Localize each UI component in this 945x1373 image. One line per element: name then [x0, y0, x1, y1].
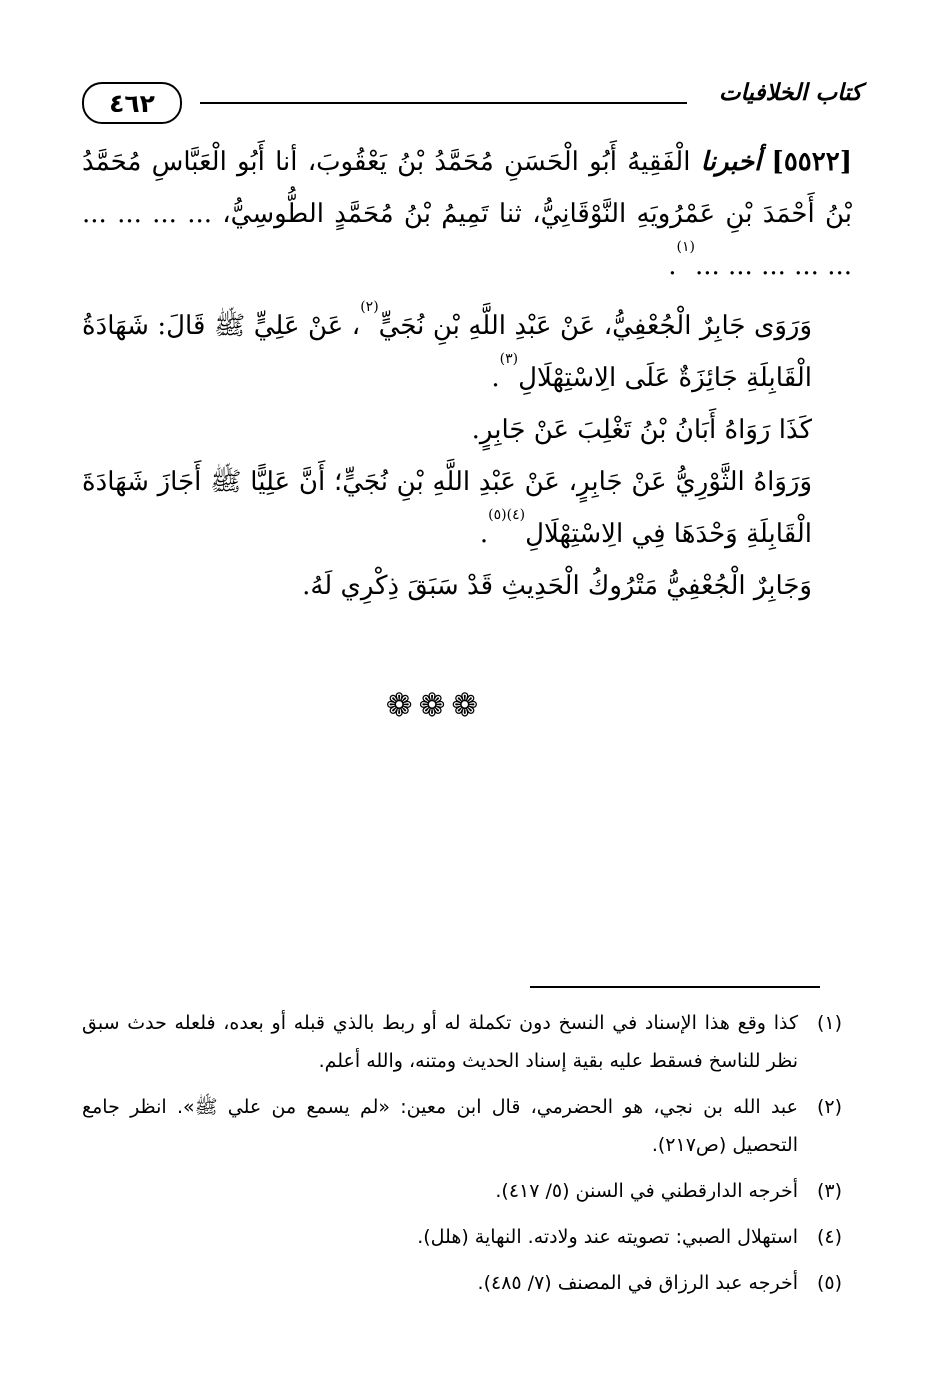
footnote-number: (٤) [816, 1226, 842, 1248]
paragraph-4-end: . [479, 519, 489, 549]
footnote-text: استهلال الصبي: تصويته عند ولادته. النهاية (هلل). [417, 1226, 798, 1248]
paragraph-2-text-a: وَرَوَى جَابِرٌ الْجُعْفِيُّ، عَنْ عَبْدِ اللَّهِ بْنِ نُجَيٍّ [378, 311, 812, 341]
footnote-number: (٢) [816, 1096, 842, 1118]
footnote-ref-2: (٢) [360, 299, 379, 315]
footnote-number: (٥) [816, 1272, 842, 1294]
footnote-separator [530, 986, 820, 988]
paragraph-2 [82, 300, 852, 404]
footnote-number: (١) [816, 1012, 842, 1034]
paragraph-1 [82, 136, 852, 292]
paragraph-1-text: الْفَقِيهُ أَبُو الْحَسَنِ مُحَمَّدُ بْنُ يَعْقُوبَ، أنا أَبُو الْعَبَّاسِ مُحَمَّدُ بْنُ أَحْمَدَ بْنِ عَمْرُويَهِ النَّوْقَانِيُّ، ثنا تَمِيمُ بْنُ مُحَمَّدٍ الطُّوسِيُّ، ... ... ... ... ... ... ... ... ... [82, 147, 852, 281]
section-ornaments: ❁❁❁ [385, 686, 485, 724]
footnote-2 [82, 1088, 842, 1164]
hadith-number: [٥٥٢٢] [771, 147, 853, 177]
paragraph-5: وَجَابِرٌ الْجُعْفِيُّ مَتْرُوكُ الْحَدِيثِ قَدْ سَبَقَ ذِكْرِي لَهُ. [302, 571, 812, 601]
paragraph-2-end: . [491, 363, 500, 393]
footnote-text: أخرجه الدارقطني في السنن (٥/ ٤١٧). [495, 1180, 798, 1202]
footnote-ref-4-5: (٤)(٥) [488, 507, 526, 523]
lead-word: أخبرنا [700, 147, 762, 177]
footnote-ref-1: (١) [676, 239, 695, 255]
footnote-1 [82, 1004, 842, 1080]
page-header [82, 80, 862, 126]
footnote-number: (٣) [816, 1180, 842, 1202]
footnote-text: أخرجه عبد الرزاق في المصنف (٧/ ٤٨٥). [477, 1272, 798, 1294]
paragraph-4-text: وَرَوَاهُ الثَّوْرِيُّ عَنْ جَابِرٍ، عَنْ عَبْدِ اللَّهِ بْنِ نُجَيٍّ؛ أَنَّ عَلِيًّا ﷺ أَجَازَ شَهَادَةَ الْقَابِلَةِ وَحْدَهَا فِي الِاسْتِهْلَالِ [82, 467, 812, 549]
footnote-text: كذا وقع هذا الإسناد في النسخ دون تكملة له أو ربط بالذي قبله أو بعده، فلعله حدث سبق نظر للناسخ فسقط عليه بقية إسناد الحديث ومتنه، والله أعلم. [82, 1012, 798, 1072]
footnote-text: عبد الله بن نجي، هو الحضرمي، قال ابن معين: «لم يسمع من علي ﷺ». انظر جامع التحصيل (ص٢١٧). [82, 1096, 798, 1156]
footnote-3 [82, 1172, 842, 1210]
paragraph-1-end: . [668, 251, 677, 281]
header-rule [200, 102, 687, 104]
paragraph-4 [82, 456, 852, 560]
footnote-ref-3: (٣) [499, 351, 519, 367]
paragraph-2-text-b: ، عَنْ عَلِيٍّ ﷺ قَالَ: شَهَادَةُ الْقَابِلَةِ جَائِزَةٌ عَلَى الِاسْتِهْلَالِ [82, 311, 812, 393]
footnote-5 [82, 1264, 842, 1302]
footnotes [82, 1004, 842, 1310]
book-title: كتاب الخلافيات [718, 80, 862, 106]
footnote-4 [82, 1218, 842, 1256]
main-text [82, 136, 852, 612]
paragraph-3: كَذَا رَوَاهُ أَبَانُ بْنُ تَغْلِبَ عَنْ جَابِرٍ. [471, 415, 812, 445]
page-number: ٤٦٢ [82, 82, 182, 124]
